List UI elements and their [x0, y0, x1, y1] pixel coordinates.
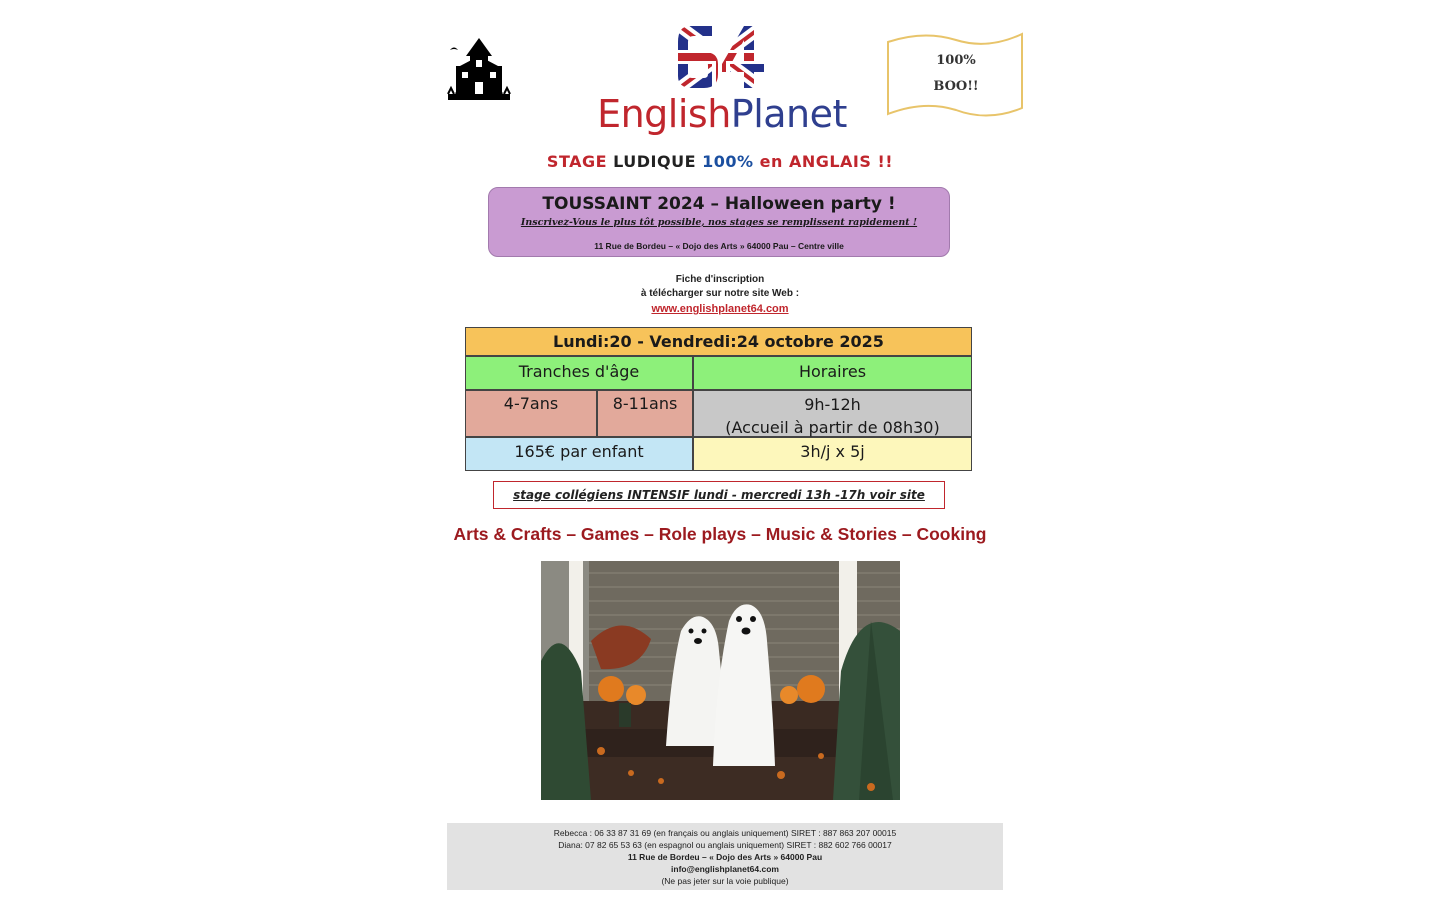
logo-64-icon [674, 22, 768, 92]
college-notice: stage collégiens INTENSIF lundi - mercredi 13h -17h voir site [493, 481, 945, 509]
table-hours-line-2: (Accueil à partir de 08h30) [725, 418, 940, 437]
boo-line-2: BOO!! [933, 79, 979, 94]
tagline-stage: STAGE [546, 152, 608, 171]
table-price: 165€ par enfant [465, 437, 693, 471]
ghost-dogs-photo [541, 561, 900, 800]
tagline-anglais: ANGLAIS !! [788, 152, 894, 171]
footer [447, 823, 1003, 890]
haunted-house-icon [446, 36, 512, 104]
table-hours-line-1: 9h-12h [804, 395, 861, 414]
table-col-hours: Horaires [693, 356, 972, 390]
table-header-dates: Lundi:20 - Vendredi:24 octobre 2025 [465, 327, 972, 356]
activities-list: Arts & Crafts – Games – Role plays – Music & Stories – Cooking [453, 524, 987, 544]
event-address: 11 Rue de Bordeu – « Dojo des Arts » 64000 Pau – Centre ville [594, 241, 844, 251]
tagline [520, 152, 920, 171]
footer-notice: (Ne pas jeter sur la voie publique) [661, 876, 789, 886]
event-subtitle: Inscrivez-Vous le plus tôt possible, nos stages se remplissent rapidement ! [520, 217, 918, 228]
footer-contact-diana: Diana: 07 82 65 53 63 (en espagnol ou anglais uniquement) SIRET : 882 602 766 00017 [558, 840, 892, 850]
footer-email[interactable]: info@englishplanet64.com [671, 864, 779, 874]
event-title: TOUSSAINT 2024 – Halloween party ! [542, 194, 896, 214]
brand-name [592, 92, 852, 136]
registration-line-1: Fiche d'inscription [675, 274, 765, 285]
tagline-ludique: LUDIQUE [613, 152, 697, 171]
tagline-en: en [759, 152, 783, 171]
brand-name-planet: Planet [730, 92, 847, 136]
footer-address: 11 Rue de Bordeu – « Dojo des Arts » 64000 Pau [627, 852, 823, 862]
registration-line-2: à télécharger sur notre site Web : [640, 288, 800, 299]
table-age-group-2: 8-11ans [597, 390, 693, 437]
boo-line-1: 100% [936, 53, 976, 68]
boo-flag-text [906, 48, 1006, 100]
table-col-age: Tranches d'âge [465, 356, 693, 390]
brand-name-english: English [597, 92, 731, 136]
registration-info [520, 273, 920, 301]
table-hours [693, 390, 972, 437]
tagline-percent: 100% [702, 152, 754, 171]
table-duration: 3h/j x 5j [693, 437, 972, 471]
table-age-group-1: 4-7ans [465, 390, 597, 437]
footer-contact-rebecca: Rebecca : 06 33 87 31 69 (en français ou anglais uniquement) SIRET : 887 863 207 00015 [553, 828, 897, 838]
website-link[interactable]: www.englishplanet64.com [651, 303, 789, 315]
